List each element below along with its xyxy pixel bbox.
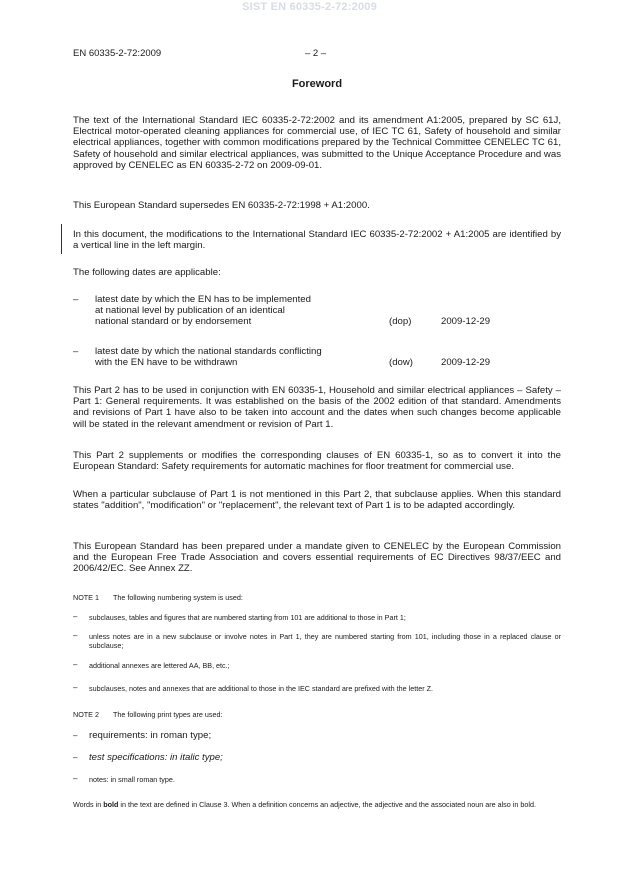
note2-item-roman: requirements: in roman type;: [89, 730, 212, 741]
list-dash: –: [73, 294, 79, 305]
page-number: – 2 –: [305, 48, 327, 59]
date-item-dow: [95, 346, 345, 368]
words-before: Words in: [73, 800, 104, 809]
note2-item-small: notes: in small roman type.: [89, 775, 175, 784]
date-abbr-dow: (dow): [389, 357, 413, 368]
date-item-line: national standard or by endorsement: [95, 316, 252, 328]
date-item-line: latest date by which the national standards conflicting: [95, 346, 322, 357]
document-id: EN 60335-2-72:2009: [73, 48, 162, 59]
list-dash: –: [73, 753, 78, 762]
page-title: Foreword: [291, 78, 343, 90]
note-label: NOTE 1: [73, 593, 99, 602]
paragraph-mandate: This European Standard has been prepared under a mandate given to CENELEC by the European Commission and the European Free Trade Association and covers essential requirements of EC Directives 98/37/EEC and 2006/42/EC. See Annex ZZ.: [73, 541, 561, 575]
list-dash: –: [73, 660, 78, 669]
words-after: in the text are defined in Clause 3. When a definition concerns an adjective, the adjective and the associated noun are also in bold.: [118, 800, 536, 809]
list-dash: –: [73, 631, 78, 640]
date-item-line: latest date by which the EN has to be implemented: [95, 294, 311, 305]
paragraph-part1-usage: This Part 2 has to be used in conjunction with EN 60335-1, Household and similar electrical appliances – Safety – Part 1: General requirements. It was established on the basis of the 2002 edition of that standard. Amendments and revisions of Part 1 have also to be taken into account and the dates when such changes become applicable will be stated in the relevant amendment or revision of Part 1.: [73, 385, 561, 430]
date-value-dop: 2009-12-29: [441, 316, 491, 327]
date-item-line: at national level by publication of an identical: [95, 305, 285, 317]
paragraph-supersedes: This European Standard supersedes EN 60335-2-72:1998 + A1:2000.: [73, 200, 370, 211]
note2-item-italic: test specifications: in italic type;: [89, 752, 223, 763]
paragraph-dates-intro: The following dates are applicable:: [73, 267, 221, 278]
note-2: [73, 710, 222, 719]
note-1: [73, 593, 243, 602]
note-text: The following print types are used:: [113, 710, 223, 719]
paragraph-text-origin: The text of the International Standard IEC 60335-2-72:2002 and its amendment A1:2005, prepared by SC 61J, Electrical motor-operated cleaning appliances for commercial use, of IEC TC 61, Safety of household and similar electrical appliances, together with common modifications prepared by the Technical Committee CENELEC TC 61, Safety of household and similar electrical appliances, was submitted to the Unique Acceptance Procedure and was approved by CENELEC as EN 60335-2-72 on 2009-09-01.: [73, 115, 561, 171]
paragraph-modifications: In this document, the modifications to the International Standard IEC 60335-2-72:2002 + A1:2005 are identified by a vertical line in the left margin.: [73, 229, 561, 252]
watermark: SIST EN 60335-2-72:2009: [242, 1, 377, 13]
paragraph-bold-definitions: [73, 800, 561, 809]
list-dash: –: [73, 612, 78, 621]
date-item-dop: [95, 294, 345, 328]
note1-item: additional annexes are lettered AA, BB, etc.;: [89, 661, 230, 670]
list-dash: –: [73, 774, 78, 783]
note1-item: subclauses, notes and annexes that are additional to those in the IEC standard are prefixed with the letter Z.: [89, 684, 434, 693]
date-abbr-dop: (dop): [389, 316, 412, 327]
paragraph-subclause-rule: When a particular subclause of Part 1 is not mentioned in this Part 2, that subclause applies. When this standard states "addition", "modification" or "replacement", the relevant text of Part 1 is to be adapted accordingly.: [73, 489, 561, 512]
date-value-dow: 2009-12-29: [441, 357, 491, 368]
list-dash: –: [73, 346, 79, 357]
list-dash: –: [73, 683, 78, 692]
paragraph-part2-supplements: This Part 2 supplements or modifies the corresponding clauses of EN 60335-1, so as to convert it into the European Standard: Safety requirements for automatic machines for floor treatment for commercial use.: [73, 450, 561, 473]
note-text: The following numbering system is used:: [113, 593, 243, 602]
note1-item: subclauses, tables and figures that are numbered starting from 101 are additional to those in Part 1;: [89, 613, 406, 622]
note-label: NOTE 2: [73, 710, 99, 719]
words-bold: bold: [103, 800, 119, 809]
modification-margin-line: [61, 224, 62, 254]
note1-item: unless notes are in a new subclause or involve notes in Part 1, they are numbered starting from 101, including those in a replaced clause or subclause;: [89, 632, 561, 651]
date-item-line: with the EN have to be withdrawn: [95, 357, 238, 369]
list-dash: –: [73, 731, 78, 740]
